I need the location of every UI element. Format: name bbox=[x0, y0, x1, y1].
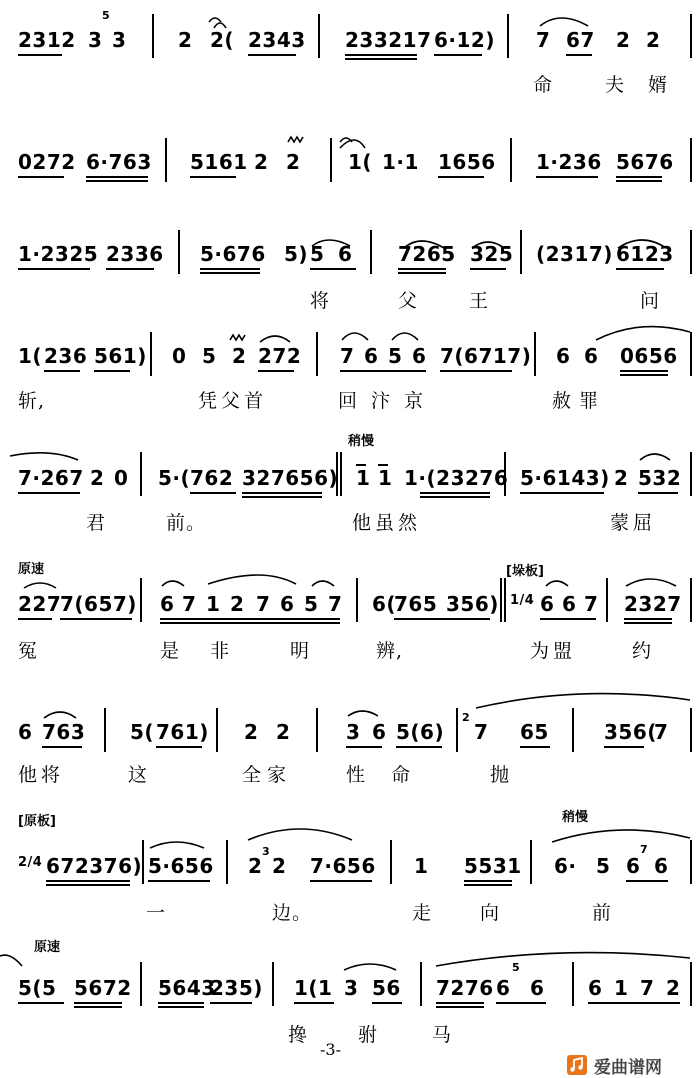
note-group: 2 bbox=[248, 854, 263, 878]
underline bbox=[210, 1002, 252, 1004]
note-group: 6 bbox=[280, 592, 295, 616]
underline bbox=[160, 622, 340, 624]
barline bbox=[500, 578, 502, 622]
system-7 bbox=[0, 686, 700, 816]
underline bbox=[74, 1002, 122, 1004]
lyric: 非 bbox=[210, 640, 231, 662]
underline bbox=[310, 880, 372, 882]
barline bbox=[318, 14, 320, 58]
underline bbox=[18, 176, 64, 178]
note-group: (2317) bbox=[536, 242, 613, 266]
underline bbox=[440, 370, 512, 372]
underline bbox=[398, 272, 446, 274]
note-group: 233217 bbox=[345, 28, 432, 52]
underline bbox=[464, 884, 512, 886]
lyric: 回汴京 bbox=[338, 390, 438, 412]
note-group: 7 bbox=[640, 976, 655, 1000]
note-group: 3 bbox=[346, 720, 361, 744]
barline bbox=[504, 578, 506, 622]
lyric: 搀 bbox=[288, 1024, 309, 1046]
lyric: 命 bbox=[533, 74, 554, 96]
note-group: 7 bbox=[654, 720, 669, 744]
barline bbox=[690, 14, 692, 58]
tempo-mark: 原速 bbox=[18, 562, 45, 577]
underline bbox=[190, 176, 236, 178]
note-group: 5 bbox=[304, 592, 319, 616]
tempo-mark: 稍慢 bbox=[348, 434, 375, 449]
note-group: 2 bbox=[272, 854, 287, 878]
note-group: 2327 bbox=[624, 592, 682, 616]
note-group: 5·( bbox=[158, 466, 191, 490]
note-group: 1 bbox=[206, 592, 221, 616]
note-group: 2 bbox=[276, 720, 291, 744]
underline bbox=[588, 1002, 680, 1004]
barline bbox=[690, 578, 692, 622]
note-group: 2 bbox=[286, 150, 301, 174]
note-group: 0 bbox=[114, 466, 129, 490]
note-group: 2( bbox=[210, 28, 235, 52]
lyric: 夫婿 bbox=[605, 74, 692, 96]
note-group: 1 bbox=[614, 976, 629, 1000]
barline bbox=[510, 138, 512, 182]
lyric: 一 bbox=[146, 902, 167, 924]
note-group: 2 bbox=[646, 28, 661, 52]
note-group: 1 bbox=[414, 854, 429, 878]
underline bbox=[42, 746, 82, 748]
underline bbox=[200, 268, 260, 270]
barline bbox=[520, 230, 522, 274]
meter: 1/4 bbox=[510, 593, 535, 608]
lyric: 斩, bbox=[18, 390, 46, 412]
underline bbox=[624, 622, 672, 624]
barline bbox=[690, 230, 692, 274]
underline bbox=[190, 492, 236, 494]
note-group: 7(6717) bbox=[440, 344, 532, 368]
site-watermark bbox=[566, 1052, 700, 1078]
note-group: 7 bbox=[584, 592, 599, 616]
barline bbox=[530, 840, 532, 884]
note-group: 235) bbox=[210, 976, 263, 1000]
note-group: 5(5 bbox=[18, 976, 57, 1000]
note-group: 5672 bbox=[74, 976, 132, 1000]
note-group: 227 bbox=[18, 592, 62, 616]
note-group: 561) bbox=[94, 344, 147, 368]
barline bbox=[690, 962, 692, 1006]
lyric: 为盟 bbox=[530, 640, 577, 662]
note-group: 6 bbox=[626, 854, 641, 878]
barline bbox=[340, 452, 342, 496]
lyric: 这 bbox=[128, 764, 149, 786]
tempo-mark: 稍慢 bbox=[562, 810, 589, 825]
note-group: 6· bbox=[554, 854, 577, 878]
underline bbox=[160, 618, 340, 620]
lyric: 马 bbox=[432, 1024, 453, 1046]
note-group: 6123 bbox=[616, 242, 674, 266]
lyric: 问 bbox=[640, 290, 661, 312]
underline bbox=[616, 180, 662, 182]
note-group: 5 bbox=[388, 344, 403, 368]
note-group: 2 bbox=[90, 466, 105, 490]
note-group: 6 bbox=[562, 592, 577, 616]
note-group: 6 bbox=[530, 976, 545, 1000]
note-group: 1·1 bbox=[382, 150, 419, 174]
underline bbox=[638, 492, 678, 494]
lyric: 明 bbox=[290, 640, 311, 662]
note-group: 765 bbox=[394, 592, 438, 616]
note-group: 6 bbox=[588, 976, 603, 1000]
underline bbox=[242, 496, 322, 498]
underline bbox=[200, 272, 260, 274]
note-group: 762 bbox=[190, 466, 234, 490]
underline bbox=[248, 54, 296, 56]
tempo-mark: [原板] bbox=[18, 814, 56, 829]
note-group: 1·2325 bbox=[18, 242, 99, 266]
lyric: 抛 bbox=[490, 764, 511, 786]
lyric: 边。 bbox=[272, 902, 313, 924]
lyric: 向 bbox=[480, 902, 501, 924]
underline bbox=[46, 884, 130, 886]
note-group: 5161 bbox=[190, 150, 248, 174]
note-group: 761) bbox=[156, 720, 209, 744]
note-group: 7265 bbox=[398, 242, 456, 266]
note-group: 6 bbox=[496, 976, 511, 1000]
underline bbox=[86, 176, 148, 178]
note-group: 6 bbox=[584, 344, 599, 368]
tempo-mark: [垛板] bbox=[506, 564, 544, 579]
note-group: 1 bbox=[356, 466, 371, 490]
lyric: 约 bbox=[632, 640, 653, 662]
underline bbox=[310, 268, 356, 270]
barline bbox=[690, 452, 692, 496]
barline bbox=[690, 840, 692, 884]
lyric: 蒙屈 bbox=[610, 512, 657, 534]
note-group: 5 bbox=[310, 242, 325, 266]
underline bbox=[378, 464, 388, 466]
barline bbox=[390, 840, 392, 884]
grace-note: 3 bbox=[262, 845, 271, 858]
note-group: 7 bbox=[536, 28, 551, 52]
note-group: 0 bbox=[172, 344, 187, 368]
lyric: 性命 bbox=[346, 764, 437, 786]
note-group: 5·676 bbox=[200, 242, 266, 266]
note-group: 7(657) bbox=[60, 592, 137, 616]
note-group: 236 bbox=[44, 344, 88, 368]
underline bbox=[346, 746, 382, 748]
barline bbox=[690, 138, 692, 182]
barline bbox=[316, 708, 318, 752]
barline bbox=[140, 452, 142, 496]
note-group: 2 bbox=[666, 976, 681, 1000]
lyric: 是 bbox=[160, 640, 181, 662]
underline bbox=[340, 370, 426, 372]
lyric: 他将 bbox=[18, 764, 65, 786]
note-group: 6 bbox=[654, 854, 669, 878]
note-group: 7 bbox=[182, 592, 197, 616]
underline bbox=[46, 880, 130, 882]
lyric: 将 bbox=[310, 290, 331, 312]
note-group: 2 bbox=[178, 28, 193, 52]
underline bbox=[496, 1002, 546, 1004]
underline bbox=[148, 880, 210, 882]
grace-note: 5 bbox=[512, 961, 521, 974]
underline bbox=[396, 746, 442, 748]
note-group: 56 bbox=[372, 976, 401, 1000]
note-group: 1(1 bbox=[294, 976, 333, 1000]
underline bbox=[470, 268, 506, 270]
underline bbox=[604, 746, 644, 748]
note-group: 2343 bbox=[248, 28, 306, 52]
underline bbox=[18, 618, 52, 620]
barline bbox=[140, 578, 142, 622]
note-group: 7·267 bbox=[18, 466, 84, 490]
underline bbox=[94, 370, 130, 372]
note-group: 6 bbox=[364, 344, 379, 368]
underline bbox=[106, 268, 154, 270]
underline bbox=[60, 618, 132, 620]
barline bbox=[690, 708, 692, 752]
underline bbox=[434, 54, 482, 56]
underline bbox=[258, 370, 294, 372]
underline bbox=[420, 496, 490, 498]
note-group: 1( bbox=[18, 344, 43, 368]
system-6 bbox=[0, 548, 700, 678]
underline bbox=[74, 1006, 122, 1008]
note-group: 6 bbox=[412, 344, 427, 368]
note-group: 272 bbox=[258, 344, 302, 368]
barline bbox=[420, 962, 422, 1006]
barline bbox=[140, 962, 142, 1006]
barline bbox=[272, 962, 274, 1006]
note-group: 5( bbox=[130, 720, 155, 744]
underline bbox=[158, 1002, 204, 1004]
grace-note: 2 bbox=[462, 711, 471, 724]
note-group: 6 bbox=[338, 242, 353, 266]
system-5 bbox=[0, 424, 700, 554]
underline bbox=[158, 1006, 204, 1008]
underline bbox=[372, 1002, 402, 1004]
underline bbox=[464, 880, 512, 882]
note-group: 7·656 bbox=[310, 854, 376, 878]
note-group: 3 bbox=[88, 28, 103, 52]
note-group: 5531 bbox=[464, 854, 522, 878]
barline bbox=[316, 332, 318, 376]
system-9 bbox=[0, 930, 700, 1060]
underline bbox=[436, 1002, 484, 1004]
note-group: 7 bbox=[328, 592, 343, 616]
watermark-text: 爱曲谱网 bbox=[594, 1057, 662, 1078]
note-group: 763 bbox=[42, 720, 86, 744]
barline bbox=[150, 332, 152, 376]
note-group: 2 bbox=[616, 28, 631, 52]
barline bbox=[216, 708, 218, 752]
lyric: 辨, bbox=[376, 640, 404, 662]
note-group: 65 bbox=[520, 720, 549, 744]
barline bbox=[606, 578, 608, 622]
system-4 bbox=[0, 306, 700, 436]
note-group: 356( bbox=[604, 720, 657, 744]
grace-note: 5 bbox=[102, 9, 111, 22]
note-group: 5·6143) bbox=[520, 466, 610, 490]
note-group: 1( bbox=[348, 150, 373, 174]
note-group: 1·(23276 bbox=[404, 466, 509, 490]
underline bbox=[398, 268, 446, 270]
barline bbox=[534, 332, 536, 376]
barline bbox=[178, 230, 180, 274]
underline bbox=[18, 1002, 64, 1004]
note-group: 3 bbox=[344, 976, 359, 1000]
underline bbox=[394, 618, 490, 620]
note-group: 6 bbox=[18, 720, 33, 744]
lyric: 冤 bbox=[18, 640, 39, 662]
underline bbox=[566, 54, 592, 56]
music-note-icon bbox=[566, 1054, 588, 1076]
barline bbox=[456, 708, 458, 752]
note-group: 2 bbox=[254, 150, 269, 174]
note-group: 0656 bbox=[620, 344, 678, 368]
underline bbox=[242, 492, 322, 494]
system-1 bbox=[0, 0, 700, 130]
note-group: 5) bbox=[284, 242, 309, 266]
underline bbox=[18, 492, 80, 494]
underline bbox=[18, 54, 62, 56]
underline bbox=[436, 1006, 484, 1008]
note-group: 1656 bbox=[438, 150, 496, 174]
system-8 bbox=[0, 800, 700, 930]
barline bbox=[572, 708, 574, 752]
lyric: 前。 bbox=[166, 512, 207, 534]
underline bbox=[536, 176, 598, 178]
note-group: 356) bbox=[446, 592, 499, 616]
underline bbox=[620, 374, 668, 376]
underline bbox=[86, 180, 148, 182]
note-group: 2 bbox=[232, 344, 247, 368]
barline bbox=[572, 962, 574, 1006]
barline bbox=[142, 840, 144, 884]
note-group: 327656) bbox=[242, 466, 339, 490]
note-group: 5643 bbox=[158, 976, 216, 1000]
note-group: 67 bbox=[566, 28, 595, 52]
note-group: 5(6) bbox=[396, 720, 445, 744]
lyric: 前 bbox=[592, 902, 613, 924]
underline bbox=[44, 370, 80, 372]
note-group: 6·12) bbox=[434, 28, 495, 52]
underline bbox=[420, 492, 490, 494]
lyric: 驸 bbox=[358, 1024, 379, 1046]
underline bbox=[520, 492, 604, 494]
note-group: 5676 bbox=[616, 150, 674, 174]
grace-note: 7 bbox=[640, 843, 649, 856]
lyric: 赦罪 bbox=[552, 390, 607, 412]
note-group: 0272 bbox=[18, 150, 76, 174]
underline bbox=[616, 268, 664, 270]
note-group: 6 bbox=[372, 720, 387, 744]
lyric: 君 bbox=[86, 512, 107, 534]
note-group: 672376) bbox=[46, 854, 143, 878]
underline bbox=[520, 746, 550, 748]
lyric: 父王 bbox=[398, 290, 541, 312]
note-group: 2 bbox=[244, 720, 259, 744]
underline bbox=[345, 58, 417, 60]
note-group: 5·656 bbox=[148, 854, 214, 878]
barline bbox=[356, 578, 358, 622]
barline bbox=[690, 332, 692, 376]
note-group: 7 bbox=[474, 720, 489, 744]
underline bbox=[18, 268, 90, 270]
note-group: 3 bbox=[112, 28, 127, 52]
note-group: 1·236 bbox=[536, 150, 602, 174]
barline bbox=[507, 14, 509, 58]
note-group: 6 bbox=[556, 344, 571, 368]
note-group: 2336 bbox=[106, 242, 164, 266]
underline bbox=[294, 1002, 334, 1004]
note-group: 5 bbox=[596, 854, 611, 878]
page-number: -3- bbox=[320, 1040, 341, 1059]
barline bbox=[370, 230, 372, 274]
lyric: 他虽然 bbox=[352, 512, 422, 534]
note-group: 325 bbox=[470, 242, 514, 266]
note-group: 1 bbox=[378, 466, 393, 490]
note-group: 6( bbox=[372, 592, 397, 616]
underline bbox=[540, 618, 596, 620]
note-group: 2312 bbox=[18, 28, 76, 52]
note-group: 2 bbox=[614, 466, 629, 490]
note-group: 2 bbox=[230, 592, 245, 616]
barline bbox=[226, 840, 228, 884]
tempo-mark: 原速 bbox=[34, 940, 61, 955]
lyric: 走 bbox=[412, 902, 433, 924]
underline bbox=[356, 464, 366, 466]
underline bbox=[616, 176, 662, 178]
note-group: 5 bbox=[202, 344, 217, 368]
barline bbox=[330, 138, 332, 182]
underline bbox=[438, 176, 484, 178]
note-group: 6 bbox=[160, 592, 175, 616]
note-group: 6·763 bbox=[86, 150, 152, 174]
lyric: 凭父首 bbox=[198, 390, 268, 412]
underline bbox=[156, 746, 202, 748]
note-group: 532 bbox=[638, 466, 682, 490]
note-group: 7 bbox=[340, 344, 355, 368]
barline bbox=[152, 14, 154, 58]
underline bbox=[345, 54, 417, 56]
underline bbox=[624, 618, 672, 620]
barline bbox=[165, 138, 167, 182]
barline bbox=[104, 708, 106, 752]
lyric: 全家 bbox=[242, 764, 293, 786]
meter: 2/4 bbox=[18, 855, 43, 870]
underline bbox=[626, 880, 668, 882]
note-group: 7276 bbox=[436, 976, 494, 1000]
note-group: 7 bbox=[256, 592, 271, 616]
underline bbox=[620, 370, 668, 372]
note-group: 6 bbox=[540, 592, 555, 616]
